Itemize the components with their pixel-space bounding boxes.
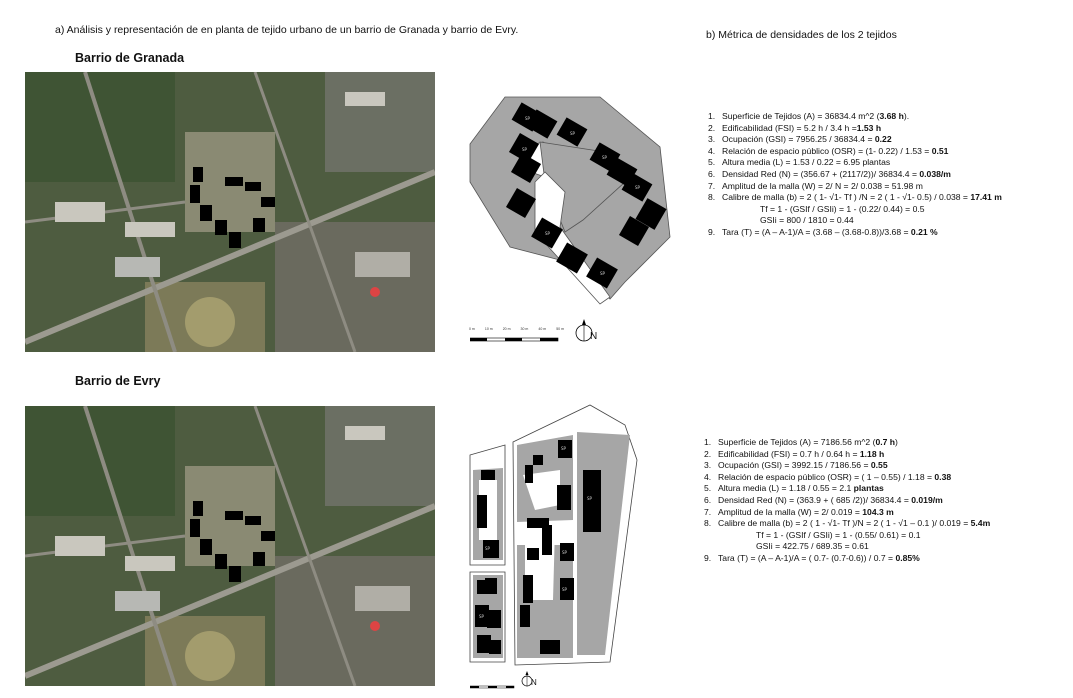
- metric-item: 4. Relación de espacio público (OSR) = (1- 0.22) / 1.53 = 0.51: [708, 145, 949, 156]
- plan-block-label: SP: [479, 614, 484, 619]
- plan-block-label: SP: [545, 231, 550, 236]
- north-arrow-icon: [572, 317, 602, 343]
- evry-plan: [465, 400, 640, 670]
- granada-metrics-list: [708, 111, 1002, 239]
- plan-block-label: SP: [587, 496, 592, 501]
- plan-block-label: SP: [562, 550, 567, 555]
- north-label: N: [590, 331, 598, 342]
- section-a-label: a) Análisis y representación de en planta de tejido urbano de un barrio de Granada y barrio de Evry.: [55, 24, 519, 36]
- metric-item: 8. Calibre de malla (b) = 2 ( 1 - √1- Tf )/N = 2 ( 1 - √1 – 0.1 )/ 0.019 = 5.4m: [704, 518, 991, 529]
- plan-block-label: SP: [562, 587, 567, 592]
- metric-subitem: Tf = 1 - (GSIf / GSIi) = 1 - (0.22/ 0.44) = 0.5: [760, 203, 925, 214]
- granada-title: Barrio de Granada: [75, 51, 185, 65]
- metric-item: 3. Ocupación (GSI) = 7956.25 / 36834.4 = 0.22: [708, 134, 892, 145]
- plan-block-label: SP: [570, 131, 575, 136]
- granada-scale-bar: [470, 330, 560, 340]
- metric-item: 3. Ocupación (GSI) = 3992.15 / 7186.56 = 0.55: [704, 460, 888, 471]
- plan-block-label: SP: [600, 271, 605, 276]
- metric-item: 7. Amplitud de la malla (W) = 2/ N = 2/ 0.038 = 51.98 m: [708, 180, 923, 191]
- north-label: N: [531, 678, 537, 687]
- scale-label: 10 m: [484, 327, 493, 331]
- evry-title: Barrio de Evry: [75, 374, 161, 388]
- plan-block-label: SP: [525, 116, 530, 121]
- metric-item: 1. Superficie de Tejidos (A) = 36834.4 m^2 (3.68 h).: [708, 111, 910, 121]
- metric-item: 2. Edificabilidad (FSI) = 0.7 h / 0.64 h = 1.18 h: [704, 448, 885, 459]
- granada-aerial-photo: [25, 72, 435, 352]
- granada-plan: [465, 92, 695, 307]
- metric-item: 6. Densidad Red (N) = (356.67 + (2117/2))/ 36834.4 = 0.038/m: [708, 168, 951, 179]
- metric-subitem: Tf = 1 - (GSIf / GSIi) = 1 - (0.55/ 0.61) = 0.1: [756, 529, 921, 540]
- metric-item: 5. Altura media (L) = 1.53 / 0.22 = 6.95 plantas: [708, 157, 891, 168]
- metric-item: 4. Relación de espacio público (OSR) = ( 1 – 0.55) / 1.18 = 0.38: [704, 471, 952, 482]
- metric-item: 8. Calibre de malla (b) = 2 ( 1- √1- Tf ) /N = 2 ( 1 - √1- 0.5) / 0.038 = 17.41 m: [708, 192, 1002, 203]
- plan-block-label: SP: [561, 446, 566, 451]
- metric-item: 5. Altura media (L) = 1.18 / 0.55 = 2.1 plantas: [704, 483, 884, 494]
- metric-item: 6. Densidad Red (N) = (363.9 + ( 685 /2))/ 36834.4 = 0.019/m: [704, 494, 943, 505]
- scale-label: 20 m: [502, 327, 511, 331]
- scale-label: 40 m: [538, 327, 547, 331]
- evry-metrics-list: [704, 437, 990, 565]
- section-b-label: b) Métrica de densidades de los 2 tejidos: [706, 29, 897, 41]
- evry-aerial-photo: [25, 406, 435, 686]
- metric-item: 7. Amplitud de la malla (W) = 2/ 0.019 = 104.3 m: [704, 506, 894, 517]
- metric-subitem: GSIi = 422.75 / 689.35 = 0.61: [756, 541, 869, 552]
- evry-scale-bar: [470, 678, 515, 686]
- plan-block-label: SP: [485, 546, 490, 551]
- metric-item: 1. Superficie de Tejidos (A) = 7186.56 m^2 (0.7 h): [704, 437, 898, 447]
- plan-block-label: SP: [522, 147, 527, 152]
- scale-label: 50 m: [556, 327, 564, 331]
- scale-label: 0 m: [469, 327, 475, 331]
- metric-item: 2. Edificabilidad (FSI) = 5.2 h / 3.4 h =1.53 h: [708, 122, 882, 133]
- metric-subitem: GSIi = 800 / 1810 = 0.44: [760, 215, 854, 226]
- plan-block-label: SP: [602, 155, 607, 160]
- metric-item: 9. Tara (T) = (A – A-1)/A = ( 0.7- (0.7-0.6)) / 0.7 = 0.85%: [704, 552, 920, 563]
- plan-block-label: SP: [635, 185, 640, 190]
- scale-label: 30 m: [520, 327, 529, 331]
- metric-item: 9. Tara (T) = (A – A-1)/A = (3.68 – (3.68-0.8))/3.68 = 0.21 %: [708, 226, 938, 237]
